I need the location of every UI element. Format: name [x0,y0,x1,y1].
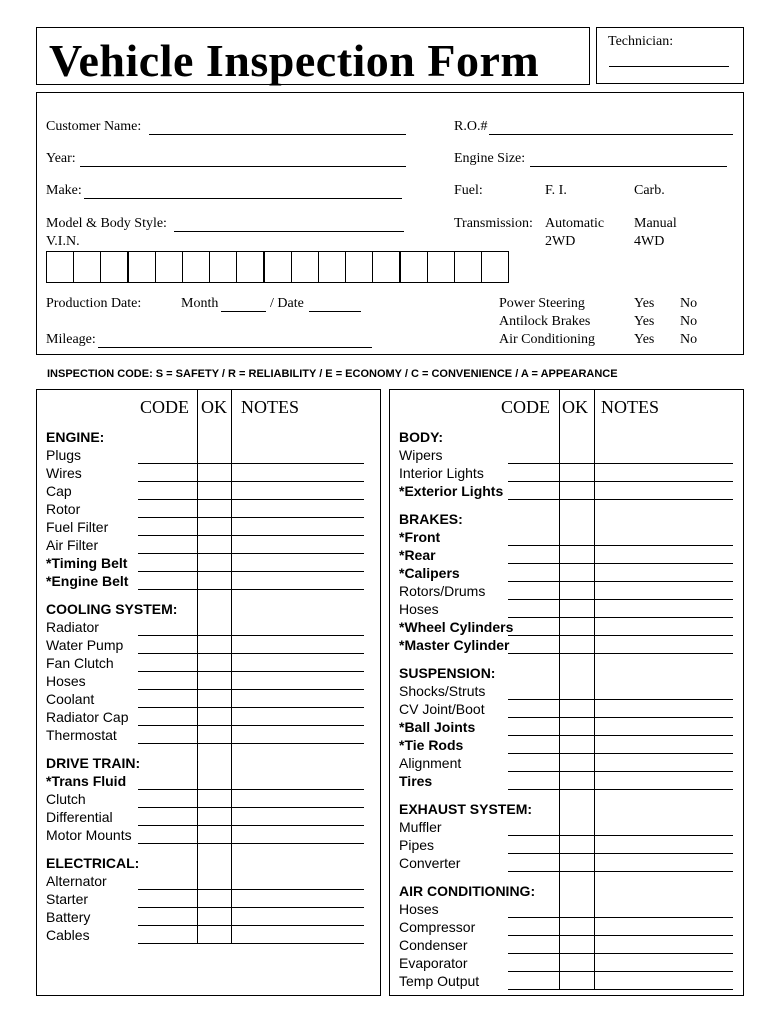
checklist-item-entry-line[interactable] [138,499,364,500]
checklist-item-label: Differential [46,809,113,825]
ro-label: R.O.# [454,119,488,134]
checklist-item-entry-line[interactable] [508,653,733,654]
month-label: Month [181,296,219,311]
checklist-item-label: Cap [46,483,72,499]
checklist-item-entry-line[interactable] [508,563,733,564]
checklist-item-entry-line[interactable] [508,989,733,990]
section-title: COOLING SYSTEM: [46,601,178,617]
checklist-item-label: Interior Lights [399,465,484,481]
engine-size-label: Engine Size: [454,151,526,166]
checklist-item-entry-line[interactable] [508,971,733,972]
checklist-item-label: Thermostat [46,727,117,743]
checklist-item-entry-line[interactable] [508,717,733,718]
checklist-item-entry-line[interactable] [508,735,733,736]
checklist-item-entry-line[interactable] [138,463,364,464]
trans-manual-option[interactable]: Manual [634,216,677,231]
checklist-item-label: *Front [399,529,441,545]
checklist-item-label: Tires [399,773,433,789]
checklist-item-label: Muffler [399,819,442,835]
right-checklist-box [389,389,744,996]
antilock-no[interactable]: No [680,314,698,329]
checklist-item-label: *Calipers [399,565,460,581]
checklist-item-label: Shocks/Struts [399,683,486,699]
antilock-label: Antilock Brakes [499,314,591,329]
checklist-item-entry-line[interactable] [138,743,364,744]
vin-digit-box[interactable] [182,251,210,283]
checklist-item-entry-line[interactable] [508,835,733,836]
checklist-item-entry-line[interactable] [508,599,733,600]
checklist-item-label: Radiator [46,619,99,635]
checklist-item-label: Wires [46,465,82,481]
checklist-item-label: *Rear [399,547,436,563]
vin-digit-box[interactable] [100,251,128,283]
technician-label: Technician: [608,34,674,49]
vin-digit-box[interactable] [291,251,319,283]
checklist-item-entry-line[interactable] [508,789,733,790]
production-date-label: Production Date: [46,296,142,311]
checklist-item-label: Rotors/Drums [399,583,486,599]
technician-field[interactable] [609,66,729,67]
make-field[interactable] [84,198,402,199]
checklist-item-entry-line[interactable] [138,517,364,518]
section-title: AIR CONDITIONING: [399,883,536,899]
checklist-item-label: Radiator Cap [46,709,129,725]
model-field[interactable] [174,231,404,232]
checklist-item-entry-line[interactable] [508,871,733,872]
checklist-item-label: Water Pump [46,637,124,653]
checklist-item-label: Hoses [399,601,439,617]
checklist-item-label: Temp Output [399,973,480,989]
air-cond-yes[interactable]: Yes [634,332,655,347]
checklist-item-entry-line[interactable] [508,935,733,936]
checklist-item-entry-line[interactable] [138,653,364,654]
checklist-item-entry-line[interactable] [138,925,364,926]
checklist-item-label: Motor Mounts [46,827,132,843]
checklist-item-label: Coolant [46,691,95,707]
section-title: EXHAUST SYSTEM: [399,801,533,817]
checklist-item-entry-line[interactable] [138,535,364,536]
checklist-item-entry-line[interactable] [138,843,364,844]
trans-automatic-option[interactable]: Automatic [545,216,605,231]
trans-2wd-option[interactable]: 2WD [545,234,576,249]
customer-info-box [36,92,744,355]
checklist-item-entry-line[interactable] [138,889,364,890]
checklist-item-entry-line[interactable] [508,753,733,754]
checklist-item-label: *Wheel Cylinders [399,619,514,635]
checklist-item-label: Wipers [399,447,443,463]
checklist-item-label: *Exterior Lights [399,483,504,499]
checklist-item-entry-line[interactable] [138,825,364,826]
right-notes-header: NOTES [601,397,659,417]
left-code-header: CODE [140,397,189,417]
checklist-item-label: Pipes [399,837,435,853]
section-title: ELECTRICAL: [46,855,140,871]
checklist-item-label: Air Filter [46,537,99,553]
right-ok-divider [594,390,595,990]
vin-digit-box[interactable] [318,251,346,283]
air-cond-label: Air Conditioning [499,332,596,347]
right-code-divider [559,390,560,990]
checklist-item-label: Clutch [46,791,86,807]
form-title: Vehicle Inspection Form [49,35,540,86]
checklist-item-entry-line[interactable] [138,943,364,944]
customer-name-field[interactable] [149,134,406,135]
section-title: BODY: [399,429,444,445]
month-field[interactable] [221,311,266,312]
title-box [36,27,590,85]
checklist-item-entry-line[interactable] [508,853,733,854]
right-code-header: CODE [501,397,550,417]
checklist-item-entry-line[interactable] [138,671,364,672]
checklist-item-label: Condenser [399,937,468,953]
checklist-item-label: Converter [399,855,461,871]
checklist-item-entry-line[interactable] [508,499,733,500]
left-ok-header: OK [201,397,227,417]
checklist-item-label: Battery [46,909,91,925]
checklist-item-entry-line[interactable] [508,699,733,700]
checklist-item-label: Cables [46,927,90,943]
checklist-item-entry-line[interactable] [508,771,733,772]
checklist-item-entry-line[interactable] [138,689,364,690]
checklist-item-label: Evaporator [399,955,468,971]
fuel-fi-option[interactable]: F. I. [545,183,567,198]
checklist-item-label: Fan Clutch [46,655,114,671]
checklist-item-entry-line[interactable] [138,589,364,590]
transmission-label: Transmission: [454,216,533,231]
checklist-item-entry-line[interactable] [508,917,733,918]
right-ok-header: OK [562,397,588,417]
checklist-item-entry-line[interactable] [508,545,733,546]
left-code-divider [197,390,198,943]
mileage-label: Mileage: [46,332,96,347]
checklist-item-label: CV Joint/Boot [399,701,485,717]
vin-label: V.I.N. [46,234,80,249]
section-title: BRAKES: [399,511,463,527]
checklist-item-entry-line[interactable] [508,617,733,618]
vin-digit-box[interactable] [73,251,101,283]
fuel-label: Fuel: [454,183,483,198]
section-title: SUSPENSION: [399,665,496,681]
checklist-item-entry-line[interactable] [138,481,364,482]
checklist-item-entry-line[interactable] [138,789,364,790]
section-title: ENGINE: [46,429,105,445]
checklist-item-label: *Ball Joints [399,719,476,735]
checklist-item-label: Rotor [46,501,81,517]
checklist-item-label: *Trans Fluid [46,773,127,789]
date-label: / Date [270,296,304,311]
checklist-item-entry-line[interactable] [508,635,733,636]
checklist-item-label: *Master Cylinder [399,637,510,653]
year-field[interactable] [80,166,406,167]
checklist-item-entry-line[interactable] [138,725,364,726]
vin-digit-box[interactable] [427,251,455,283]
vin-digit-box[interactable] [236,251,264,283]
checklist-item-entry-line[interactable] [138,907,364,908]
air-cond-no[interactable]: No [680,332,698,347]
vin-digit-box[interactable] [155,251,183,283]
checklist-item-label: *Engine Belt [46,573,129,589]
vin-digit-box[interactable] [128,251,156,283]
left-checklist-box [36,389,381,996]
checklist-item-entry-line[interactable] [508,953,733,954]
left-notes-header: NOTES [241,397,299,417]
antilock-yes[interactable]: Yes [634,314,655,329]
vin-digit-box[interactable] [46,251,74,283]
checklist-item-entry-line[interactable] [138,807,364,808]
trans-4wd-option[interactable]: 4WD [634,234,665,249]
vin-digit-box[interactable] [400,251,428,283]
checklist-item-entry-line[interactable] [138,707,364,708]
vin-digit-box[interactable] [209,251,237,283]
model-label: Model & Body Style: [46,216,167,231]
fuel-carb-option[interactable]: Carb. [634,183,665,198]
date-field[interactable] [309,311,361,312]
section-title: DRIVE TRAIN: [46,755,141,771]
power-steering-label: Power Steering [499,296,585,311]
checklist-item-label: Hoses [399,901,439,917]
vin-digit-box[interactable] [481,251,509,283]
vin-digit-box[interactable] [372,251,400,283]
checklist-item-label: *Tie Rods [399,737,464,753]
checklist-item-label: Fuel Filter [46,519,109,535]
checklist-item-entry-line[interactable] [508,581,733,582]
ro-field[interactable] [489,134,733,135]
vin-digit-box[interactable] [264,251,292,283]
inspection-code-legend: INSPECTION CODE: S = SAFETY / R = RELIABILITY / E = ECONOMY / C = CONVENIENCE / A = APPEARANCE [47,368,618,380]
power-steering-no[interactable]: No [680,296,698,311]
vin-digit-box[interactable] [454,251,482,283]
checklist-item-label: Compressor [399,919,476,935]
checklist-item-entry-line[interactable] [508,481,733,482]
make-label: Make: [46,183,82,198]
checklist-item-label: Plugs [46,447,82,463]
customer-name-label: Customer Name: [46,119,142,134]
checklist-item-label: Alternator [46,873,107,889]
checklist-item-label: Hoses [46,673,86,689]
checklist-item-entry-line[interactable] [138,571,364,572]
year-label: Year: [46,151,76,166]
vin-digit-box[interactable] [345,251,373,283]
checklist-item-label: Alignment [399,755,462,771]
power-steering-yes[interactable]: Yes [634,296,655,311]
checklist-item-label: *Timing Belt [46,555,128,571]
left-ok-divider [231,390,232,943]
technician-box [596,27,744,84]
checklist-item-entry-line[interactable] [508,463,733,464]
checklist-item-entry-line[interactable] [138,635,364,636]
mileage-field[interactable] [98,347,372,348]
checklist-item-label: Starter [46,891,89,907]
checklist-item-entry-line[interactable] [138,553,364,554]
engine-size-field[interactable] [530,166,727,167]
